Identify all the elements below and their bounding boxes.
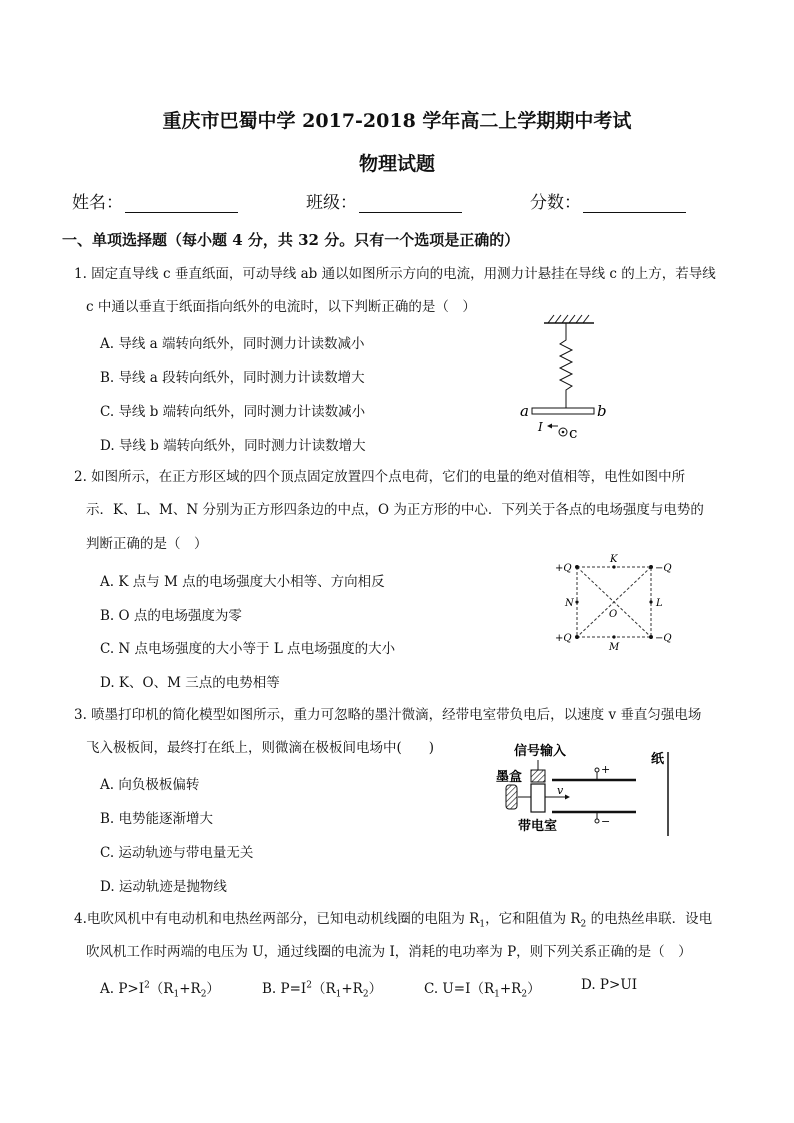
question-4-line-1: 4.电吹风机中有电动机和电热丝两部分，已知电动机线圈的电阻为 $R_1$，它和阻值为 $R_2$ 的电热丝串联．设电 — [74, 911, 713, 930]
question-3-figure — [494, 740, 684, 840]
question-3-option-d[interactable]: D. 运动轨迹是抛物线 — [100, 879, 227, 895]
ink-box-label: 墨盒 — [496, 770, 523, 785]
question-1-line-1: 1. 固定直导线 c 垂直纸面，可动导线 ab 通以如图所示方向的电流，用测力计悬挂在导线 c 的上方，若导线 — [74, 266, 716, 282]
charge-top-left: +Q — [555, 563, 572, 574]
section-heading: 一、单项选择题（每小题 4 分，共 32 分。只有一个选项是正确的） — [62, 231, 520, 249]
velocity-label: v — [557, 784, 564, 797]
question-2-line-3: 判断正确的是（ ） — [86, 536, 208, 552]
ink-box-icon — [506, 785, 517, 809]
question-4-option-b[interactable]: B. $P=I^2(R_1+R_2)$ — [262, 980, 383, 1000]
question-4-line-2: 吹风机工作时两端的电压为 U，通过线圈的电流为 I，消耗的电功率为 P，则下列关系正确的是（ ） — [86, 944, 692, 960]
point-L: L — [656, 598, 663, 609]
charge-bottom-left: +Q — [555, 633, 572, 644]
spring — [560, 323, 572, 408]
point-M: M — [609, 642, 620, 653]
question-2-figure — [552, 553, 682, 655]
wire-ab — [532, 408, 594, 414]
velocity-arrow-icon — [565, 795, 570, 800]
question-1-figure — [510, 312, 620, 444]
page-title: 重庆市巴蜀中学 2017-2018 学年高二上学期期中考试 — [162, 110, 632, 132]
label-c: c — [569, 424, 578, 442]
ceiling-hatch — [548, 315, 589, 323]
paper-label: 纸 — [651, 752, 665, 767]
question-3-option-c[interactable]: C. 运动轨迹与带电量无关 — [100, 845, 254, 861]
question-2-option-a[interactable]: A. K 点与 M 点的电场强度大小相等、方向相反 — [100, 574, 385, 590]
question-4-option-a[interactable]: A. $P>I^2(R_1+R_2)$ — [100, 980, 220, 1000]
current-arrow-icon — [547, 424, 552, 429]
question-1-option-b[interactable]: B. 导线 a 段转向纸外，同时测力计读数增大 — [100, 370, 365, 386]
charge-room-label: 带电室 — [518, 819, 558, 834]
question-1-line-2: c 中通以垂直于纸面指向纸外的电流时，以下判断正确的是（ ） — [86, 299, 476, 315]
question-2-line-2: 示．K、L、M、N 分别为正方形四条边的中点，O 为正方形的中心．下列关于各点的电场强度与电势的 — [86, 502, 704, 518]
question-2-option-c[interactable]: C. N 点电场强度的大小等于 L 点电场强度的大小 — [100, 641, 396, 657]
question-4-option-c[interactable]: C. $U=I(R_1+R_2)$ — [424, 981, 541, 1000]
name-label: 姓名： — [72, 193, 123, 213]
question-1-option-d[interactable]: D. 导线 b 端转向纸外，同时测力计读数增大 — [100, 438, 366, 454]
label-a: a — [520, 402, 529, 420]
plus-sign: + — [601, 763, 611, 776]
minus-sign: − — [601, 815, 611, 828]
question-3-option-b[interactable]: B. 电势能逐渐增大 — [100, 811, 214, 827]
question-4-option-d[interactable]: D. P>UI — [581, 977, 638, 993]
charge-bottom-right: −Q — [655, 633, 672, 644]
question-3-option-a[interactable]: A. 向负极板偏转 — [100, 777, 200, 793]
name-blank[interactable] — [125, 194, 238, 213]
score-field[interactable] — [530, 188, 686, 213]
question-1-option-a[interactable]: A. 导线 a 端转向纸外，同时测力计读数减小 — [100, 336, 365, 352]
point-O: O — [609, 609, 618, 620]
question-2-line-1: 2. 如图所示，在正方形区域的四个顶点固定放置四个点电荷，它们的电量的绝对值相等，电性如图中所 — [74, 469, 686, 485]
class-field[interactable] — [306, 188, 462, 213]
name-field[interactable] — [72, 188, 238, 213]
signal-device — [531, 770, 545, 782]
question-2-option-b[interactable]: B. O 点的电场强度为零 — [100, 608, 242, 624]
label-b: b — [597, 402, 607, 420]
page-subtitle: 物理试题 — [358, 153, 435, 175]
question-2-option-d[interactable]: D. K、O、M 三点的电势相等 — [100, 675, 280, 691]
score-blank[interactable] — [583, 194, 686, 213]
question-1-option-c[interactable]: C. 导线 b 端转向纸外，同时测力计读数减小 — [100, 404, 366, 420]
class-label: 班级： — [306, 193, 357, 213]
question-3-line-1: 3. 喷墨打印机的简化模型如图所示，重力可忽略的墨汁微滴，经带电室带负电后，以速度 v 垂直匀强电场 — [74, 707, 702, 723]
point-N: N — [565, 598, 574, 609]
class-blank[interactable] — [359, 194, 462, 213]
charge-room-icon — [531, 784, 545, 812]
point-K: K — [610, 554, 618, 565]
charge-top-right: −Q — [655, 563, 672, 574]
score-label: 分数： — [530, 193, 581, 213]
question-3-line-2: 飞入极板间，最终打在纸上，则微滴在极板间电场中( ) — [86, 740, 435, 756]
signal-input-label: 信号输入 — [514, 744, 567, 759]
label-I: I — [538, 420, 543, 434]
